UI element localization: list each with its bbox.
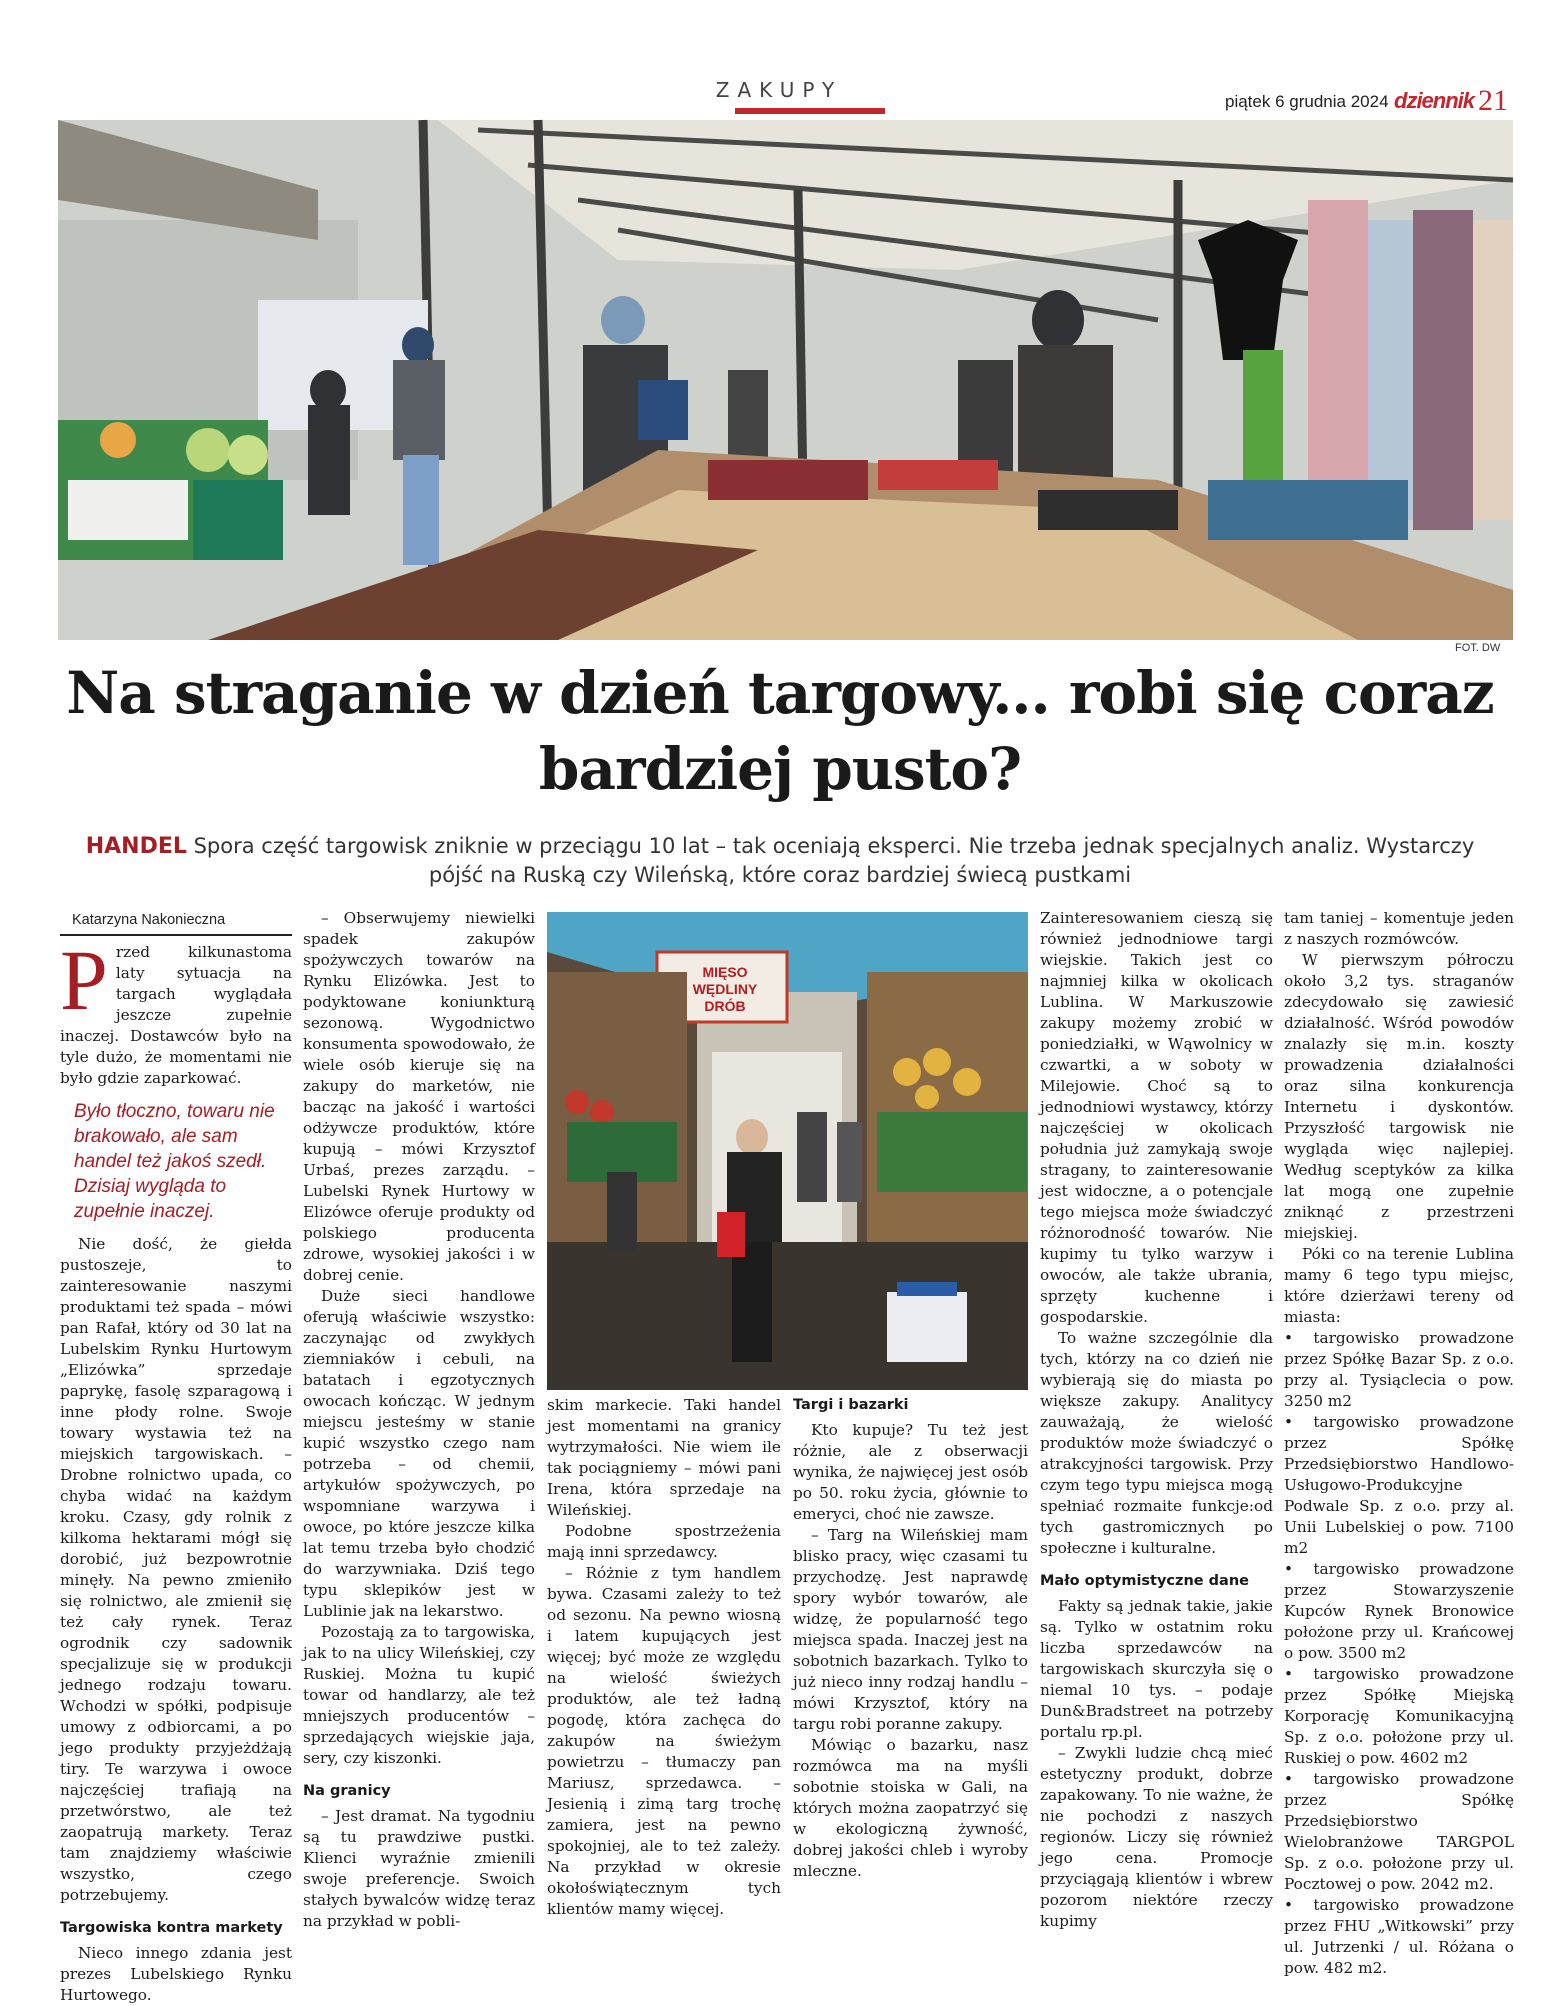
byline: Katarzyna Nakonieczna (60, 908, 292, 936)
newspaper-logo: dziennik (1394, 88, 1475, 113)
list-item: • targowisko prowadzone przez FHU „Witkowski” przy ul. Jutrzenki / ul. Różana o pow. 482 m2. (1284, 1895, 1514, 1979)
shop-sign-line: DRÓB (704, 998, 746, 1014)
list-item: • targowisko prowadzone przez Stowarzyszenie Kupców Rynek Bronowice położone przy ul. Krańcowej o pow. 3500 m2 (1284, 1559, 1514, 1664)
list-item: • targowisko prowadzone przez Spółkę Przedsiębiorstwo Handlowo-Usługowo-Produkcyjne Podwale Sp. z o.o. przy al. Unii Lubelskiej o pow. 7100 m2 (1284, 1412, 1514, 1559)
hero-photo-market-stalls (58, 120, 1513, 640)
article-paragraph: Póki co na terenie Lublina mamy 6 tego typu miejsc, które dzierżawi tereny od miasta: (1284, 1245, 1514, 1326)
article-column-3 (547, 1395, 781, 1920)
article-paragraph: Kto kupuje? Tu też jest różnie, ale z obserwacji wynika, że najwięcej jest osób po 50. roku życia, głównie to emeryci, choć nie zawsze. (793, 1421, 1028, 1523)
article-column-4 (793, 1395, 1028, 1882)
subheading-dane: Mało optymistyczne dane (1040, 1573, 1249, 1589)
article-paragraph: Fakty są jednak takie, jakie są. Tylko w ostatnim roku liczba sprzedawców na targowiskach skurczyła się o niemal 10 tys. – podaje Dun&Bradstreet na potrzeby portalu rp.pl. (1040, 1597, 1273, 1741)
article-paragraph: skim markecie. Taki handel jest momentami na granicy wytrzymałości. Nie wiem ile tak pociągniemy – mówi pani Irena, która sprzedaje na Wileńskiej. (547, 1396, 781, 1519)
article-paragraph: – Zwykli ludzie chcą mieć estetyczny produkt, dobrze zapakowany. To nie ważne, że nie pochodzi z naszych regionów. Liczy się również jego cena. Promocje przyciągają klientów i wbrew pozorom niektóre rzeczy kupimy (1040, 1744, 1273, 1930)
article-column-2 (303, 908, 535, 1932)
subheading-granica: Na granicy (303, 1783, 391, 1799)
lead-text: Spora część targowisk zniknie w przeciągu 10 lat – tak oceniają eksperci. Nie trzeba jednak specjalnych analiz. Wystarczy pójść na Ruską czy Wileńską, które coraz bardziej świecą pustkami (193, 834, 1475, 887)
article-paragraph: Podobne spostrzeżenia mają inni sprzedawcy. (547, 1522, 781, 1561)
pull-quote (52, 1077, 292, 1224)
article-paragraph: Nieco innego zdania jest prezes Lubelskiego Rynku Hurtowego. (60, 1944, 292, 2004)
lead-kicker: HANDEL (85, 834, 187, 859)
quote-mark-icon: „ (52, 1077, 114, 1199)
shop-sign-line: MIĘSO (702, 964, 748, 980)
article-paragraph: Duże sieci handlowe oferują właściwie wszystko: zaczynając od zwykłych ziemniaków i cebuli, na batatach i egzotycznych owocach kończąc. W jednym miejscu jesteśmy w stanie kupić wszystko czego nam potrzeba – od chemii, artykułów spożywczych, po wspomniane warzywa i owoce, po które jeszcze kilka lat temu trzeba było chodzić do warzywniaka. Dziś tego typu sklepików jest w Lublinie jak na lekarstwo. (303, 1287, 535, 1620)
article-paragraph: Zainteresowaniem cieszą się również jednodniowe targi wiejskie. Takich jest co najmniej kilka w okolicach Lublina. W Markuszowie zakupy możemy zrobić w poniedziałki, w Wąwolnicy w czwartki, a w soboty w Milejowie. Choć są to jednodniowi wystawcy, którzy najczęściej w okolicach południa już zamykają swoje stragany, to zainteresowanie jest widoczne, a o potencjale tego miejsca może świadczyć różnorodność towarów. Nie kupimy tu tylko warzyw i owoców, ale także ubrania, sprzęty kuchenne i gospodarskie. (1040, 909, 1273, 1326)
article-paragraph: tam taniej – komentuje jeden z naszych rozmówców. (1284, 909, 1514, 948)
inline-photo-market-hall (547, 912, 1028, 1390)
subheading-targi: Targi i bazarki (793, 1397, 909, 1413)
list-item: • targowisko prowadzone przez Spółkę Przedsiębiorstwo Wielobranżowe TARGPOL Sp. z o.o. położone przy ul. Pocztowej o pow. 2042 m2. (1284, 1769, 1514, 1895)
article-paragraph: Mówiąc o bazarku, nasz rozmówca ma na myśli sobotnie stoiska w Gali, na których można zaopatrzyć się w ekologiczną żywność, dobrej jakości chleb i wyroby mleczne. (793, 1736, 1028, 1880)
section-label: ZAKUPY (715, 78, 843, 102)
article-paragraph (60, 932, 292, 1089)
article-column-1 (52, 908, 292, 2006)
subheading-markety: Targowiska kontra markety (60, 1920, 283, 1936)
issue-date: piątek 6 grudnia 2024 (1225, 92, 1389, 111)
photo-credit: FOT. DW (1455, 642, 1501, 654)
shop-sign (675, 964, 775, 1015)
article-column-6 (1284, 908, 1514, 1979)
page-number: 21 (1478, 84, 1508, 117)
list-item: • targowisko prowadzone przez Spółkę Miejską Korporację Komunikacyjną Sp. z o.o. położone przy ul. Ruskiej o pow. 4602 m2 (1284, 1664, 1514, 1769)
article-paragraph: – Obserwujemy niewielki spadek zakupów spożywczych towarów na Rynku Elizówka. Jest to podyktowane koniunkturą sezonową. Wygodnictwo konsumenta spowodowało, że wiele osób kieruje się na zakupy do marketów, nie bacząc na jakość i wartości odżywcze produktów, które kupują – mówi Krzysztof Urbaś, prezes zarządu. – Lubelski Rynek Hurtowy w Elizówce oferuje produkty od polskiego producenta zdrowe, wysokiej jakości i w dobrej cenie. (303, 909, 535, 1284)
list-item: • targowisko prowadzone przez Spółkę Bazar Sp. z o.o. przy al. Tysiąclecia o pow. 3250 m2 (1284, 1328, 1514, 1412)
article-paragraph: – Różnie z tym handlem bywa. Czasami zależy to też od sezonu. Na pewno wiosną i latem kupujących jest więcej; być może ze względu na wielość świeżych produktów, ale też ładną pogodę, która zachęca do zakupów na świeżym powietrzu – tłumaczy pan Mariusz, sprzedawca. – Jesienią i zimą targ trochę zamiera, jest na pewno spokojniej, ale to też zależy. Na przykład w okresie okołoświątecznym tych klientów mamy więcej. (547, 1564, 781, 1918)
pull-quote-text: Było tłoczno, towaru nie brakowało, ale sam handel też jakoś szedł. Dzisiaj wygląda to zupełnie inaczej. (74, 1101, 275, 1222)
article-paragraph: W pierwszym półroczu około 3,2 tys. straganów zdecydowało się zawiesić działalność. Wśród powodów znalazły się m.in. koszty prowadzenia działalności oraz silna konkurencja Internetu i dyskontów. Przyszłość targowisk nie wygląda więc najlepiej. Według sceptyków za kilka lat mogą one zupełnie zniknąć z przestrzeni miejskiej. (1284, 951, 1514, 1242)
section-rule (735, 108, 885, 114)
drop-cap: P (60, 932, 108, 1028)
article-paragraph: Nie dość, że giełda pustoszeje, to zainteresowanie naszymi produktami też spada – mówi pan Rafał, który od 30 lat na Lubelskim Rynku Hurtowym „Elizówka” sprzedaje paprykę, fasolę szparagową i inne płody rolne. Swoje towary wystawia też na miejskich targowiskach. – Drobne rolnictwo upada, co chyba widać na każdym kroku. Czasy, gdy rolnik z kilkoma hektarami mógł się dorobić, już bezpowrotnie minęły. Na pewno zmieniło się rolnictwo, ale zmienił się też cały rynek. Teraz ogrodnik czy sadownik specjalizuje się w produkcji jednego rodzaju towaru. Wchodzi w spółki, podpisuje umowy z odbiorcami, a po jego produkty przyjeżdżają tiry. Te warzywa i owoce najczęściej trafiają na przetwórstwo, ale też zaopatrują markety. Teraz tam znajdziemy właściwie wszystko, czego potrzebujemy. (60, 1235, 292, 1904)
shop-sign-line: WĘDLINY (692, 981, 758, 997)
lead-paragraph (60, 832, 1500, 890)
paragraph-text: rzed kilkunastoma laty sytuacja na targach wyglądała jeszcze zupełnie inaczej. Dostawców było na tyle dużo, że momentami nie było gdzie zaparkować. (60, 943, 292, 1087)
article-paragraph: Pozostają za to targowiska, jak to na ulicy Wileńskiej, czy Ruskiej. Można tu kupić towar od handlarzy, ale też mniejszych producentów – sprzedających wiejskie jaja, sery, czy kiszonki. (303, 1623, 535, 1767)
marketplace-list (1284, 1328, 1514, 1979)
article-column-5 (1040, 908, 1273, 1932)
article-paragraph: – Targ na Wileńskiej mam blisko pracy, więc czasami tu przychodzę. Jest naprawdę spory wybór towarów, ale widzę, że popularność tego miejsca spada. Inaczej jest na sobotnich bazarkach. Tylko to już nieco inny rodzaj handlu – mówi Krzysztof, który na targu robi poranne zakupy. (793, 1526, 1028, 1733)
article-paragraph: – Jest dramat. Na tygodniu są tu prawdziwe pustki. Klienci wyraźnie zmienili swoje preferencje. Swoich stałych bywalców widzę teraz na przykład w pobli- (303, 1807, 535, 1930)
headline: Na straganie w dzień targowy... robi się coraz bardziej pusto? (66, 659, 1494, 803)
article-paragraph: To ważne szczególnie dla tych, którzy na co dzień nie wybierają się do miasta po większe zakupy. Analitycy zauważają, że wielość produktów może świadczyć o atrakcyjności targowisk. Przy czym tego typu miejsca mogą spełniać rozmaite funkcje:od tych gastromicznych po społeczne i kulturalne. (1040, 1329, 1273, 1557)
